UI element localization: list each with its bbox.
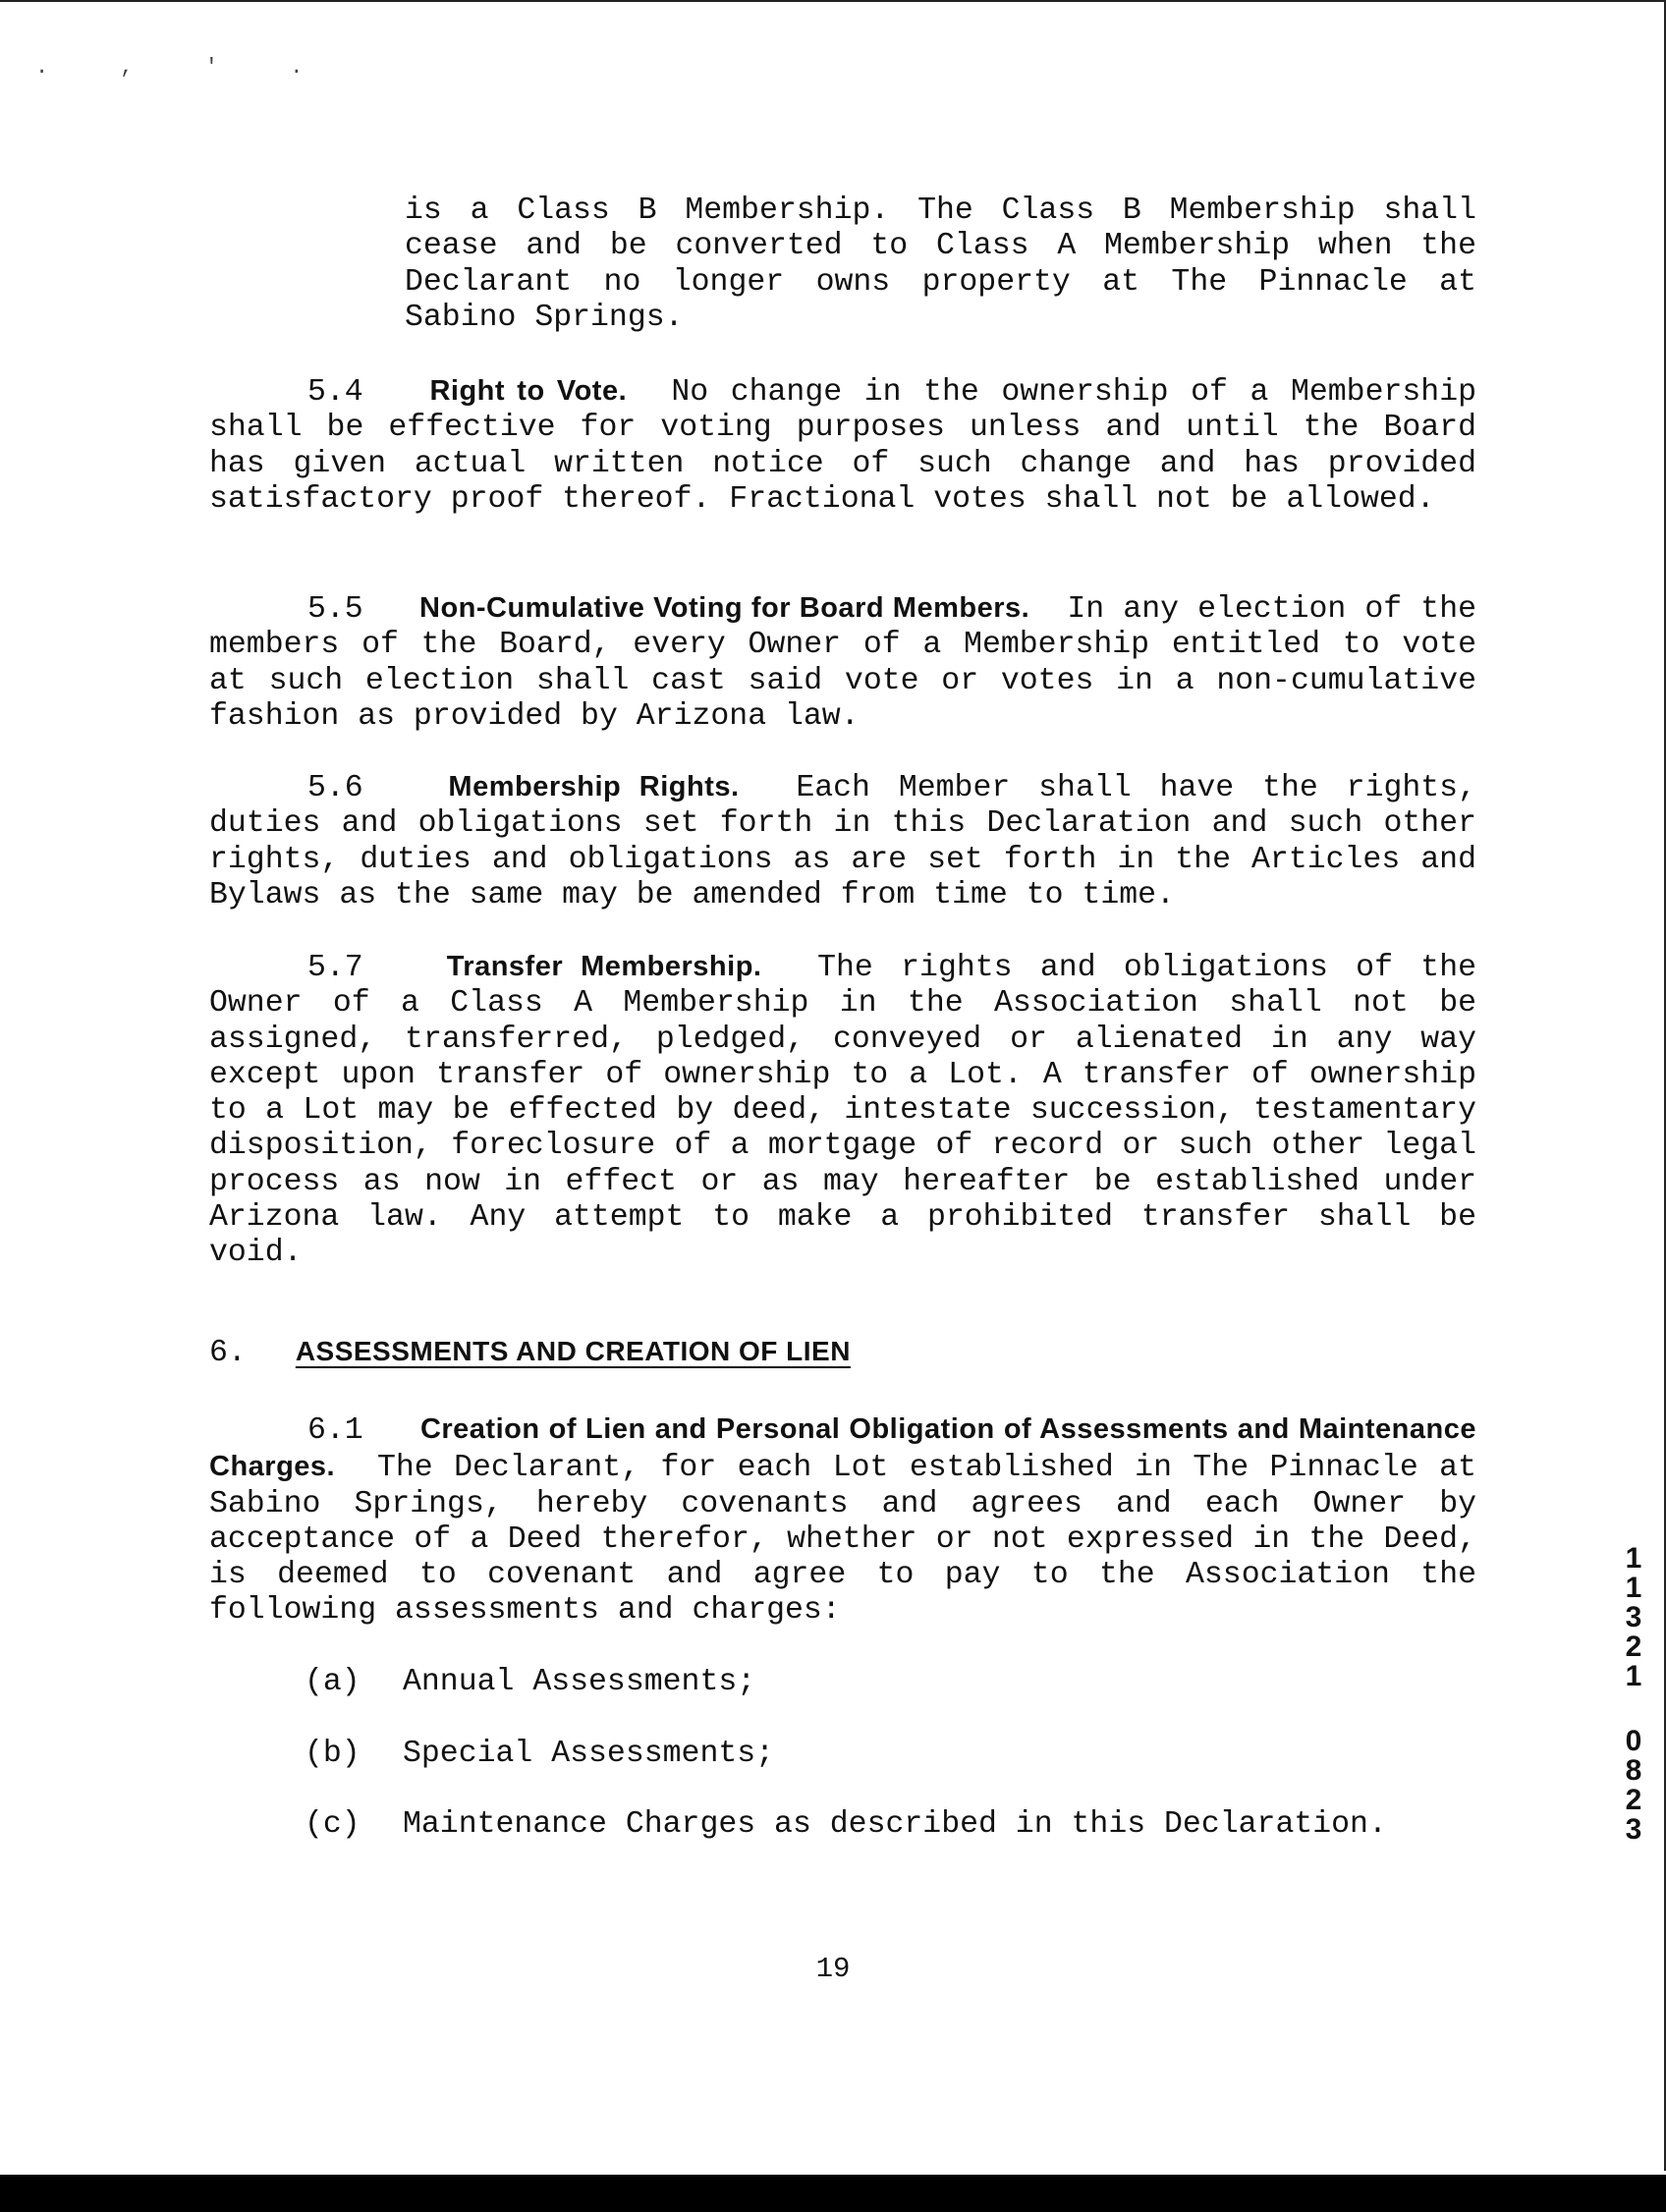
list-item bbox=[305, 1737, 774, 1772]
section-6-heading bbox=[209, 1334, 851, 1371]
list-item bbox=[305, 1665, 755, 1700]
recording-stamp bbox=[1619, 1544, 1648, 1845]
stamp-digit: 3 bbox=[1625, 1601, 1642, 1633]
section-5-4 bbox=[209, 373, 1476, 518]
section-title: Right to Vote. bbox=[429, 375, 628, 407]
section-5-6 bbox=[209, 769, 1476, 913]
section-title: Membership Rights. bbox=[448, 771, 740, 802]
section-number: 6.1 bbox=[307, 1413, 363, 1448]
section-title: Creation of Lien and Personal Obligation of Assessments and Maintenance Charges. bbox=[209, 1413, 1476, 1483]
list-item-text: Annual Assessments; bbox=[403, 1665, 756, 1699]
section-number: 5.7 bbox=[307, 951, 363, 985]
scan-bottom-bar bbox=[0, 2175, 1666, 2212]
stamp-digit: 8 bbox=[1625, 1754, 1642, 1787]
top-border bbox=[0, 0, 1666, 2]
section-6-1 bbox=[209, 1411, 1476, 1630]
list-item-text: Maintenance Charges as described in this Declaration. bbox=[403, 1807, 1387, 1842]
heading-title: ASSESSMENTS AND CREATION OF LIEN bbox=[295, 1336, 851, 1366]
stamp-digit: 1 bbox=[1625, 1542, 1642, 1575]
continuation-paragraph: is a Class B Membership. The Class B Membership shall cease and be converted to Class A Membership when the Declarant no longer owns property at The Pinnacle at Sabino Springs. bbox=[405, 194, 1476, 335]
list-item-label: (b) bbox=[305, 1737, 361, 1771]
section-title: Transfer Membership. bbox=[446, 951, 762, 982]
list-item-label: (c) bbox=[305, 1807, 361, 1842]
scan-specks: . , ' . bbox=[35, 55, 333, 80]
section-number: 5.4 bbox=[307, 375, 363, 410]
section-5-7 bbox=[209, 949, 1476, 1272]
stamp-digit: 2 bbox=[1625, 1631, 1642, 1663]
list-item-text: Special Assessments; bbox=[403, 1737, 775, 1771]
page-number: 19 bbox=[815, 1953, 851, 1985]
section-5-5 bbox=[209, 590, 1476, 735]
list-item bbox=[305, 1807, 1387, 1843]
list-item-label: (a) bbox=[305, 1665, 361, 1699]
stamp-digit: 1 bbox=[1625, 1660, 1642, 1692]
section-body: No change in the ownership of a Membership shall be effective for voting purposes unless and until the Board has given actual written notice of such change and has provided satisfactory proof thereof. Fractional votes shall not be allowed. bbox=[209, 375, 1476, 517]
heading-number: 6. bbox=[209, 1336, 247, 1370]
section-body: Each Member shall have the rights, duties and obligations set forth in this Declaration and such other rights, duties and obligations as are set forth in the Articles and Bylaws as the same may be amended from time to time. bbox=[209, 771, 1476, 912]
section-number: 5.5 bbox=[307, 592, 363, 627]
stamp-digit: 1 bbox=[1625, 1572, 1642, 1604]
section-title: Non-Cumulative Voting for Board Members. bbox=[419, 592, 1030, 624]
stamp-digit: 0 bbox=[1625, 1725, 1642, 1757]
stamp-digit: 2 bbox=[1625, 1784, 1642, 1816]
section-body: The Declarant, for each Lot established in The Pinnacle at Sabino Springs, hereby covenants and agrees and each Owner by acceptance of a Deed therefor, whether or not expressed in the Deed, is deemed to covenant and agree to pay to the Association the following assessments and charges: bbox=[209, 1451, 1476, 1629]
stamp-digit: 3 bbox=[1625, 1813, 1642, 1846]
section-body: In any election of the members of the Board, every Owner of a Membership entitled to vote at such election shall cast said vote or votes in a non-cumulative fashion as provided by Arizona law. bbox=[209, 592, 1477, 734]
section-number: 5.6 bbox=[307, 771, 363, 805]
section-body: The rights and obligations of the Owner of a Class A Membership in the Association shall not be assigned, transferred, pledged, conveyed or alienated in any way except upon transfer of ownership to a Lot. A transfer of ownership to a Lot may be effected by deed, intestate succession, testamentary disposition, foreclosure of a mortgage of record or such other legal process as now in effect or as may hereafter be established under Arizona law. Any attempt to make a prohibited transfer shall be void. bbox=[209, 951, 1477, 1271]
